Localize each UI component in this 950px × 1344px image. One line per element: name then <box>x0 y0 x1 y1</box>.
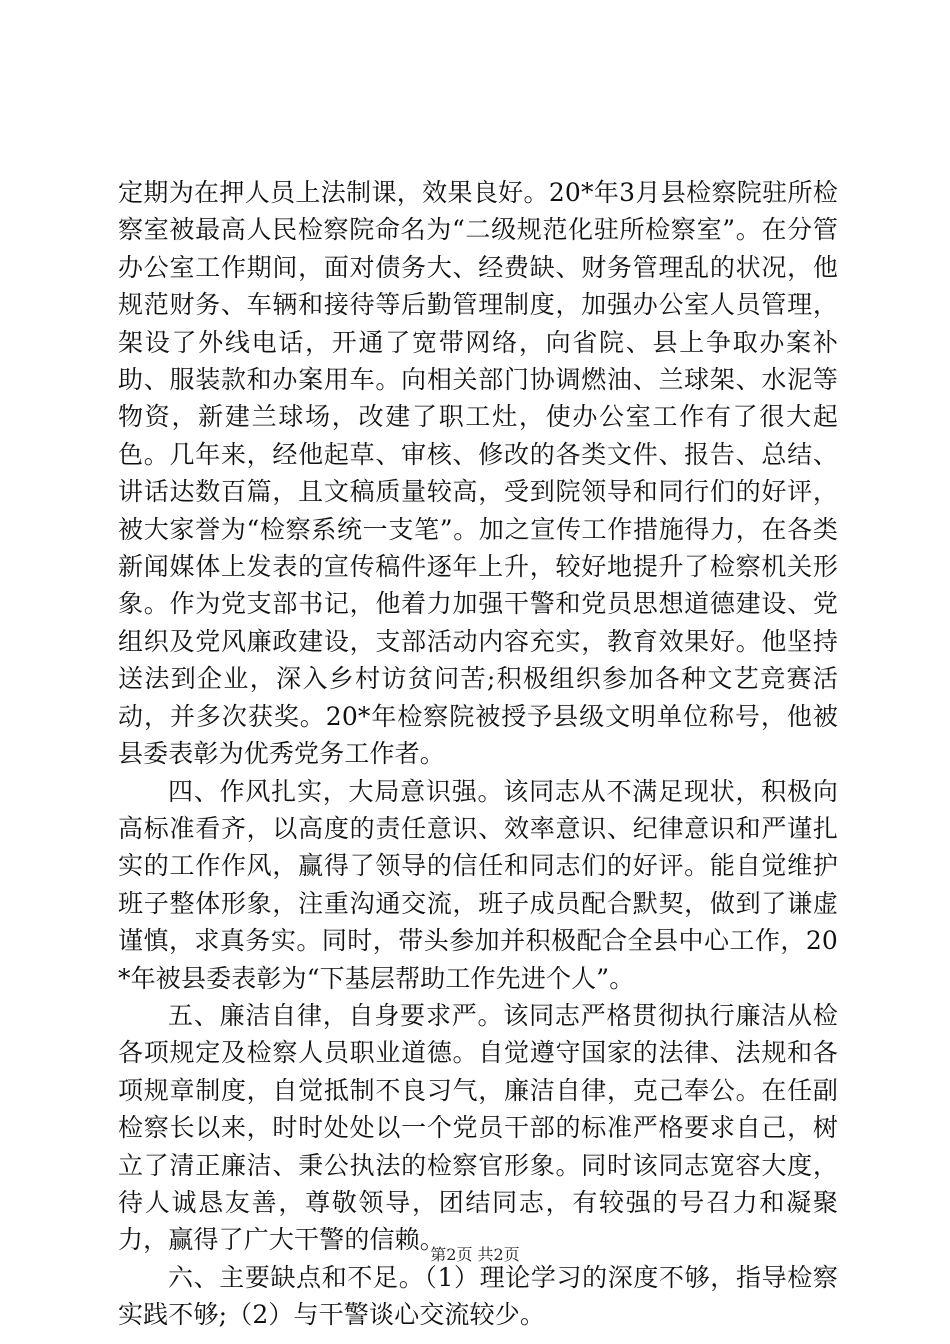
paragraph-section-four: 四、作风扎实，大局意识强。该同志从不满足现状，积极向高标准看齐，以高度的责任意识、效率意识、纪律意识和严谨扎实的工作作风，赢得了领导的信任和同志们的好评。能自觉维护班子整体形象，注重沟通交流，班子成员配合默契，做到了谦虚谨慎，求真务实。同时，带头参加并积极配合全县中心工作，20*年被县委表彰为“下基层帮助工作先进个人”。 <box>118 776 838 993</box>
paragraph-section-five: 五、廉洁自律，自身要求严。该同志严格贯彻执行廉洁从检各项规定及检察人员职业道德。自觉遵守国家的法律、法规和各项规章制度，自觉抵制不良习气，廉洁自律，克己奉公。在任副检察长以来，时时处处以一个党员干部的标准严格要求自己，树立了清正廉洁、秉公执法的检察官形象。同时该同志宽容大度，待人诚恳友善，尊敬领导，团结同志，有较强的号召力和凝聚力，赢得了广大干警的信赖。 <box>118 1000 838 1255</box>
document-body <box>118 174 838 1334</box>
page-number-footer: 第2页 共2页 <box>430 1245 520 1264</box>
paragraph-continuation: 定期为在押人员上法制课，效果良好。20*年3月县检察院驻所检察室被最高人民检察院命名为“二级规范化驻所检察室”。在分管办公室工作期间，面对债务大、经费缺、财务管理乱的状况，他规范财务、车辆和接待等后勤管理制度，加强办公室人员管理，架设了外线电话，开通了宽带网络，向省院、县上争取办案补助、服装款和办案用车。向相关部门协调燃油、兰球架、水泥等物资，新建兰球场，改建了职工灶，使办公室工作有了很大起色。几年来，经他起草、审核、修改的各类文件、报告、总结、讲话达数百篇，且文稿质量较高，受到院领导和同行们的好评，被大家誉为“检察系统一支笔”。加之宣传工作措施得力，在各类新闻媒体上发表的宣传稿件逐年上升，较好地提升了检察机关形象。作为党支部书记，他着力加强干警和党员思想道德建设、党组织及党风廉政建设，支部活动内容充实，教育效果好。他坚持送法到企业，深入乡村访贫问苦;积极组织参加各种文艺竞赛活动，并多次获奖。20*年检察院被授予县级文明单位称号，他被县委表彰为优秀党务工作者。 <box>118 178 838 769</box>
paragraph-section-six: 六、主要缺点和不足。（1）理论学习的深度不够，指导检察实践不够;（2）与干警谈心交流较少。 <box>118 1262 838 1330</box>
